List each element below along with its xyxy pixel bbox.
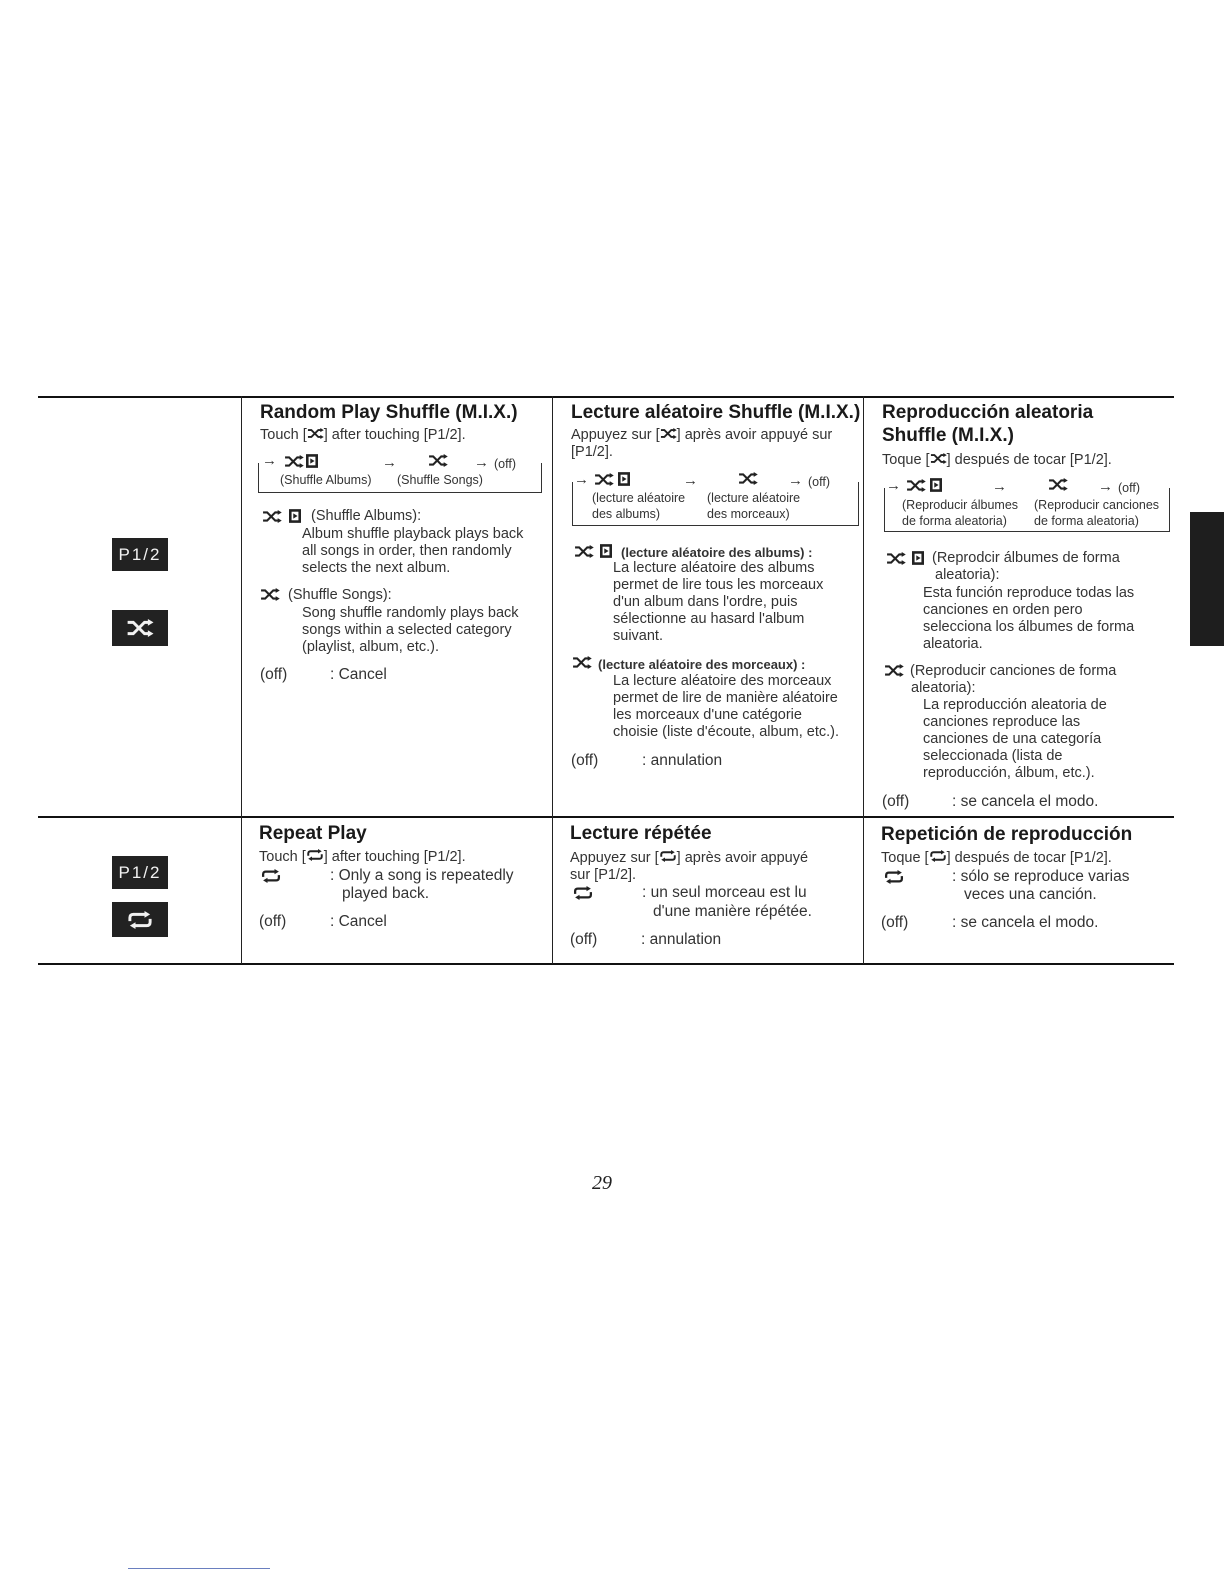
repeat-icon (306, 849, 324, 861)
es-repeat-title: Repetición de reproducción (881, 824, 1133, 845)
en-albums-desc-2: selects the next album. (302, 560, 451, 576)
repeat-icon (260, 869, 282, 883)
repeat-icon (929, 850, 947, 862)
intro-text-end: ] after touching [P1/2]. (323, 849, 466, 865)
flow-arrow: → (992, 478, 1007, 495)
es-songs-desc-4: reproducción, álbum, etc.). (923, 765, 1095, 781)
intro-text-end: ] después de tocar [P1/2]. (946, 452, 1112, 468)
es-songs-desc-2: canciones de una categoría (923, 731, 1102, 747)
shuffle-icon (260, 588, 280, 601)
intro-text-end: ] after touching [P1/2]. (323, 427, 466, 443)
album-icon (600, 544, 612, 558)
shuffle-icon (930, 453, 947, 464)
flow-label-albums-0: (lecture aléatoire (592, 491, 686, 505)
shuffle-icon (307, 428, 324, 439)
shuffle-icon (886, 552, 906, 565)
flow-label-songs: (Shuffle Songs) (397, 473, 483, 487)
flow-off: (off) (1118, 481, 1140, 495)
es-repeat-intro (881, 850, 1112, 867)
en-albums-head: (Shuffle Albums): (311, 508, 422, 524)
fr-shuffle-intro-line2: [P1/2]. (571, 444, 613, 460)
fr-repeat-intro-line2: sur [P1/2]. (570, 867, 637, 883)
shuffle-icon (660, 428, 677, 439)
en-albums-desc-0: Album shuffle playback plays back (302, 526, 524, 542)
col-divider-3 (863, 396, 864, 964)
intro-text-end: ] après avoir appuyé (676, 850, 809, 866)
en-repeat-desc-1: played back. (342, 885, 430, 902)
shuffle-icon (284, 455, 304, 468)
fr-songs-desc-2: les morceaux d'une catégorie (613, 707, 802, 723)
repeat-icon (659, 850, 677, 862)
en-shuffle-title: Random Play Shuffle (M.I.X.) (260, 402, 518, 423)
en-off-val: : Cancel (330, 666, 387, 683)
intro-text: Appuyez sur [ (570, 850, 659, 866)
intro-text: Touch [ (260, 427, 307, 443)
shuffle-icon (572, 656, 592, 669)
flow-label-albums-1: des albums) (592, 507, 661, 521)
fr-repeat-intro (570, 850, 808, 867)
en-repeat-intro (259, 849, 466, 866)
fr-albums-desc-1: permet de lire tous les morceaux (613, 577, 824, 593)
repeat-badge (112, 902, 168, 937)
es-songs-desc-3: seleccionada (lista de (923, 748, 1063, 764)
es-off-val: : se cancela el modo. (952, 793, 1099, 810)
fr-albums-desc-0: La lecture aléatoire des albums (613, 560, 815, 576)
shuffle-icon (574, 545, 594, 558)
flow-return-arrow: → (574, 471, 589, 488)
es-albums-desc-1: canciones en orden pero (923, 602, 1083, 618)
shuffle-icon (884, 664, 904, 677)
col-divider-2 (552, 396, 553, 964)
fr-repeat-desc-0: : un seul morceau est lu (642, 884, 807, 901)
en-songs-head: (Shuffle Songs): (288, 587, 392, 603)
es-songs-head-0: (Reproducir canciones de forma (910, 663, 1117, 679)
es-repeat-off-key: (off) (881, 914, 909, 931)
intro-text-end: ] después de tocar [P1/2]. (946, 850, 1112, 866)
p12-label: P1/2 (118, 544, 162, 564)
flow-return-arrow: → (886, 477, 901, 494)
es-albums-desc-0: Esta función reproduce todas las (923, 585, 1135, 601)
en-repeat-off-key: (off) (259, 913, 287, 930)
es-albums-head-1: aleatoria): (935, 567, 1000, 583)
flow-arrow: → (1098, 478, 1113, 495)
section-tab (1190, 512, 1224, 646)
es-albums-head-0: (Reprodcir álbumes de forma (932, 550, 1120, 566)
intro-text-end: ] après avoir appuyé sur (676, 427, 833, 443)
fr-songs-head: (lecture aléatoire des morceaux) : (598, 657, 806, 672)
p12-badge-repeat (112, 856, 168, 889)
shuffle-icon (594, 473, 614, 486)
flow-label-songs-1: des morceaux) (707, 507, 790, 521)
flow-label-songs-0: (lecture aléatoire (707, 491, 801, 505)
shuffle-icon (906, 479, 926, 492)
fr-repeat-desc-1: d'une manière répétée. (653, 903, 812, 920)
shuffle-icon (738, 472, 758, 485)
table-top-rule (38, 396, 1174, 398)
p12-badge-shuffle (112, 538, 168, 571)
flow-off: (off) (808, 475, 830, 489)
flow-label-albums: (Shuffle Albums) (280, 473, 372, 487)
footer-rule (128, 1568, 270, 1569)
en-repeat-off-val: : Cancel (330, 913, 387, 930)
flow-label-albums-0: (Reproducir álbumes (902, 498, 1019, 512)
en-repeat-title: Repeat Play (259, 823, 367, 844)
album-icon (912, 551, 924, 565)
fr-off-key: (off) (571, 752, 599, 769)
repeat-icon (126, 911, 154, 929)
col-divider-1 (241, 396, 242, 964)
fr-songs-desc-3: choisie (liste d'écoute, album, etc.). (613, 724, 840, 740)
album-icon (289, 509, 301, 523)
intro-text: Toque [ (882, 452, 930, 468)
flow-return-arrow: → (262, 452, 277, 469)
flow-arrow: → (788, 472, 803, 489)
es-songs-desc-0: La reproducción aleatoria de (923, 697, 1107, 713)
shuffle-icon (1048, 478, 1068, 491)
fr-albums-desc-4: suivant. (613, 628, 663, 644)
intro-text: Appuyez sur [ (571, 427, 660, 443)
fr-songs-desc-0: La lecture aléatoire des morceaux (613, 673, 832, 689)
flow-off: (off) (494, 457, 516, 471)
es-albums-desc-2: selecciona los álbumes de forma (923, 619, 1135, 635)
album-icon (306, 454, 318, 468)
table-bottom-rule (38, 963, 1174, 965)
table-mid-rule (38, 816, 1174, 818)
es-shuffle-intro (882, 452, 1112, 469)
page-number: 29 (592, 1172, 612, 1194)
en-songs-desc-2: (playlist, album, etc.). (302, 639, 439, 655)
album-icon (618, 472, 630, 486)
es-repeat-desc-1: veces una canción. (964, 886, 1097, 903)
shuffle-icon (262, 510, 282, 523)
flow-label-songs-0: (Reproducir canciones (1034, 498, 1160, 512)
en-songs-desc-0: Song shuffle randomly plays back (302, 605, 519, 621)
intro-text: Toque [ (881, 850, 929, 866)
es-off-key: (off) (882, 793, 910, 810)
p12-label: P1/2 (118, 862, 162, 882)
flow-arrow: → (683, 472, 698, 489)
es-songs-desc-1: canciones reproduce las (923, 714, 1081, 730)
en-songs-desc-1: songs within a selected category (302, 622, 512, 638)
fr-shuffle-intro (571, 427, 832, 444)
fr-albums-desc-3: sélectionne au hasard l'album (613, 611, 805, 627)
shuffle-icon (126, 619, 154, 637)
repeat-icon (572, 886, 594, 900)
en-off-key: (off) (260, 666, 288, 683)
es-albums-desc-3: aleatoria. (923, 636, 983, 652)
fr-albums-desc-2: d'un album dans l'ordre, puis (613, 594, 798, 610)
fr-off-val: : annulation (642, 752, 723, 769)
album-icon (930, 478, 942, 492)
en-shuffle-intro (260, 427, 466, 444)
flow-label-songs-1: de forma aleatoria) (1034, 514, 1139, 528)
fr-repeat-off-val: : annulation (641, 931, 722, 948)
es-songs-head-1: aleatoria): (911, 680, 976, 696)
flow-label-albums-1: de forma aleatoria) (902, 514, 1007, 528)
flow-arrow: → (382, 454, 397, 471)
es-repeat-off-val: : se cancela el modo. (952, 914, 1099, 931)
es-repeat-desc-0: : sólo se reproduce varias (952, 868, 1130, 885)
en-albums-desc-1: all songs in order, then randomly (302, 543, 512, 559)
shuffle-icon (428, 454, 448, 467)
fr-repeat-title: Lecture répétée (570, 823, 712, 844)
es-shuffle-title-2: Shuffle (M.I.X.) (882, 425, 1014, 446)
shuffle-badge (112, 610, 168, 646)
es-shuffle-title-1: Reproducción aleatoria (882, 402, 1094, 423)
fr-shuffle-title: Lecture aléatoire Shuffle (M.I.X.) (571, 402, 861, 423)
intro-text: Touch [ (259, 849, 306, 865)
en-repeat-desc-0: : Only a song is repeatedly (330, 867, 514, 884)
fr-repeat-off-key: (off) (570, 931, 598, 948)
repeat-icon (883, 870, 905, 884)
fr-albums-head: (lecture aléatoire des albums) : (621, 545, 813, 560)
flow-arrow: → (474, 454, 489, 471)
fr-songs-desc-1: permet de lire de manière aléatoire (613, 690, 838, 706)
